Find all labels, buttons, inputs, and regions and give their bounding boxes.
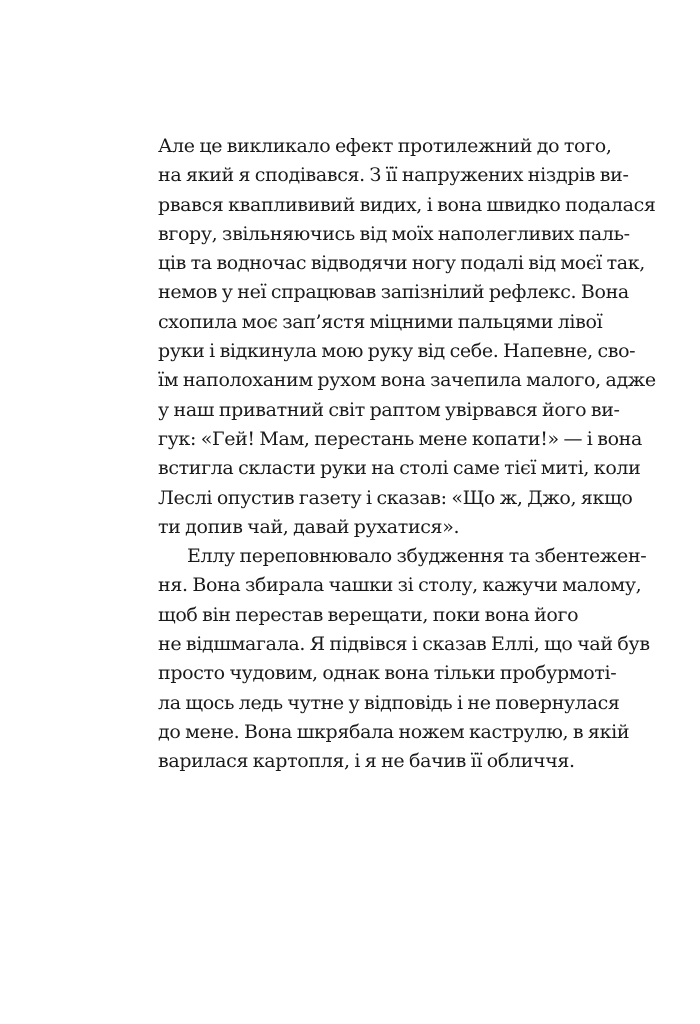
text-line: немов у неї спрацював запізнілий рефлекс. Вона <box>158 281 629 304</box>
text-line: Але це викликало ефект протилежний до того, <box>158 135 612 157</box>
text-line: просто чудовим, однак вона тільки пробурмоті- <box>158 662 617 685</box>
text-line: рвався кваплививий видих, і вона швидко подалася <box>158 193 656 216</box>
text-line: щоб він перестав верещати, поки вона його <box>158 603 579 626</box>
text-line: гук: «Гей! Мам, перестань мене копати!» — і вона <box>158 427 642 450</box>
text-line: до мене. Вона шкрябала ножем каструлю, в якій <box>158 720 630 743</box>
text-line: встигла скласти руки на столі саме тієї миті, коли <box>158 457 641 480</box>
text-line: ла щось ледь чутне у відповідь і не повернулася <box>158 691 620 714</box>
text-line: руки і відкинула мою руку від себе. Напевне, сво- <box>158 340 636 363</box>
text-line: ців та водночас відводячи ногу подалі від моєї так, <box>158 252 645 275</box>
text-line: Еллу переповнювало збудження та збентежен- <box>187 545 647 568</box>
text-line: ти допив чай, давай рухатися». <box>158 515 460 538</box>
text-line: схопила моє зап’ястя міцними пальцями лівої <box>158 310 603 333</box>
text-line: вгору, звільняючись від моїх наполегливих паль- <box>158 222 630 245</box>
body-text <box>158 132 656 777</box>
text-line: на який я сподівався. З її напружених ніздрів ви- <box>158 164 629 187</box>
text-line: Леслі опустив газету і сказав: «Що ж, Джо, якщо <box>158 486 633 509</box>
text-line: у наш приватний світ раптом увірвався його ви- <box>158 398 620 421</box>
text-line: варилася картопля, і я не бачив її обличчя. <box>158 750 575 773</box>
paragraph-1 <box>158 132 656 542</box>
text-line: ня. Вона збирала чашки зі столу, кажучи малому, <box>158 574 642 597</box>
paragraph-2 <box>158 542 650 776</box>
text-line: не відшмагала. Я підвівся і сказав Еллі, що чай був <box>158 633 650 656</box>
text-line: їм наполоханим рухом вона зачепила малого, адже <box>158 369 656 392</box>
